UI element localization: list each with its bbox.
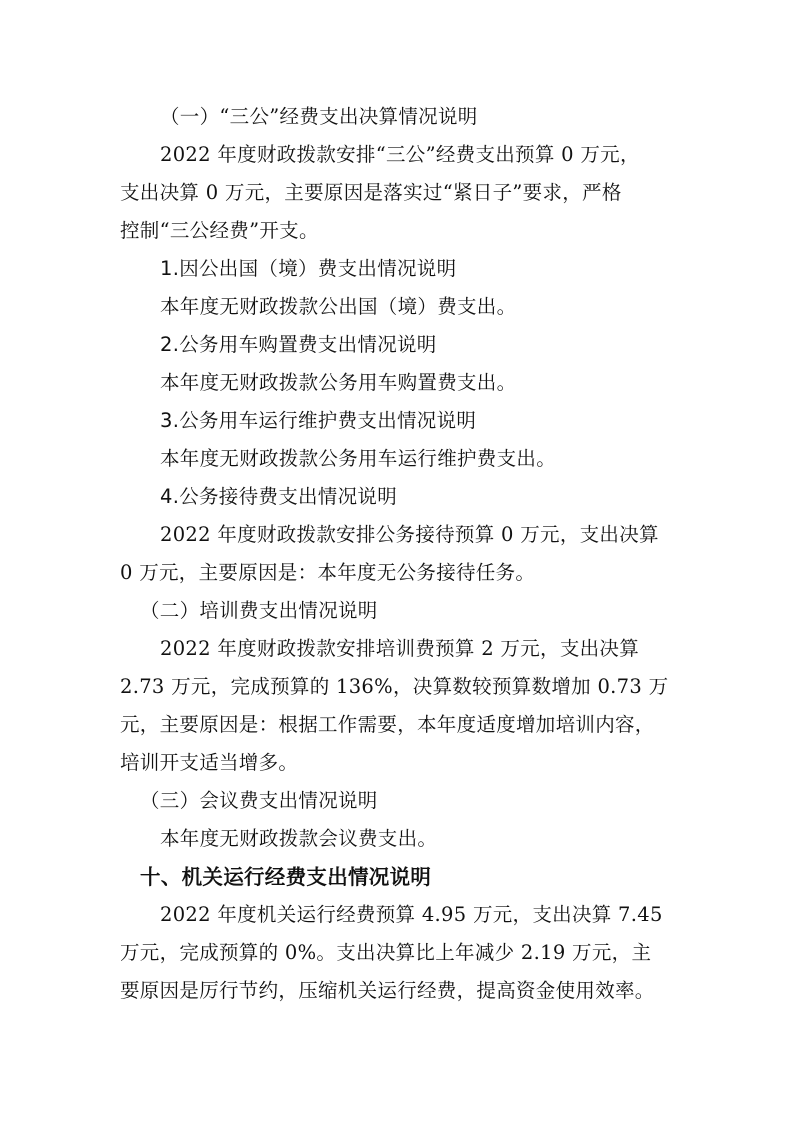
section-heading-three-public: （一）“三公”经费支出决算情况说明	[160, 105, 478, 128]
paragraph-line: 要原因是厉行节约，压缩机关运行经费，提高资金使用效率。	[120, 979, 655, 1002]
subheading-vehicle-purchase: 2.公务用车购置费支出情况说明	[160, 333, 437, 356]
paragraph-line: 控制“三公经费”开支。	[120, 219, 319, 242]
paragraph-line: 2.73 万元，完成预算的 136%，决算数较预算数增加 0.73 万	[120, 675, 669, 698]
paragraph-line: 本年度无财政拨款公出国（境）费支出。	[160, 295, 517, 318]
paragraph-line: 2022 年度财政拨款安排公务接待预算 0 万元，支出决算	[160, 523, 659, 546]
paragraph-line: 本年度无财政拨款公务用车运行维护费支出。	[160, 447, 557, 470]
paragraph-line: 支出决算 0 万元，主要原因是落实过“紧日子”要求，严格	[120, 181, 622, 204]
paragraph-line: 2022 年度机关运行经费预算 4.95 万元，支出决算 7.45	[160, 903, 663, 926]
paragraph-line: 元，主要原因是：根据工作需要，本年度适度增加培训内容，	[120, 713, 655, 736]
subheading-overseas-travel: 1.因公出国（境）费支出情况说明	[160, 257, 457, 280]
paragraph-line: 本年度无财政拨款会议费支出。	[160, 827, 438, 850]
paragraph-line: 本年度无财政拨款公务用车购置费支出。	[160, 371, 517, 394]
paragraph-line: 2022 年度财政拨款安排“三公”经费支出预算 0 万元，	[160, 143, 640, 166]
subheading-vehicle-maintenance: 3.公务用车运行维护费支出情况说明	[160, 409, 477, 432]
section-heading-meetings: （三）会议费支出情况说明	[140, 789, 378, 812]
subheading-official-reception: 4.公务接待费支出情况说明	[160, 485, 398, 508]
section-heading-training: （二）培训费支出情况说明	[140, 599, 378, 622]
paragraph-line: 万元，完成预算的 0%。支出决算比上年减少 2.19 万元，主	[120, 941, 652, 964]
chapter-heading-operating-expenses: 十、机关运行经费支出情况说明	[140, 865, 432, 889]
paragraph-line: 2022 年度财政拨款安排培训费预算 2 万元，支出决算	[160, 637, 640, 660]
paragraph-line: 0 万元，主要原因是：本年度无公务接待任务。	[120, 561, 536, 584]
paragraph-line: 培训开支适当增多。	[120, 751, 299, 774]
